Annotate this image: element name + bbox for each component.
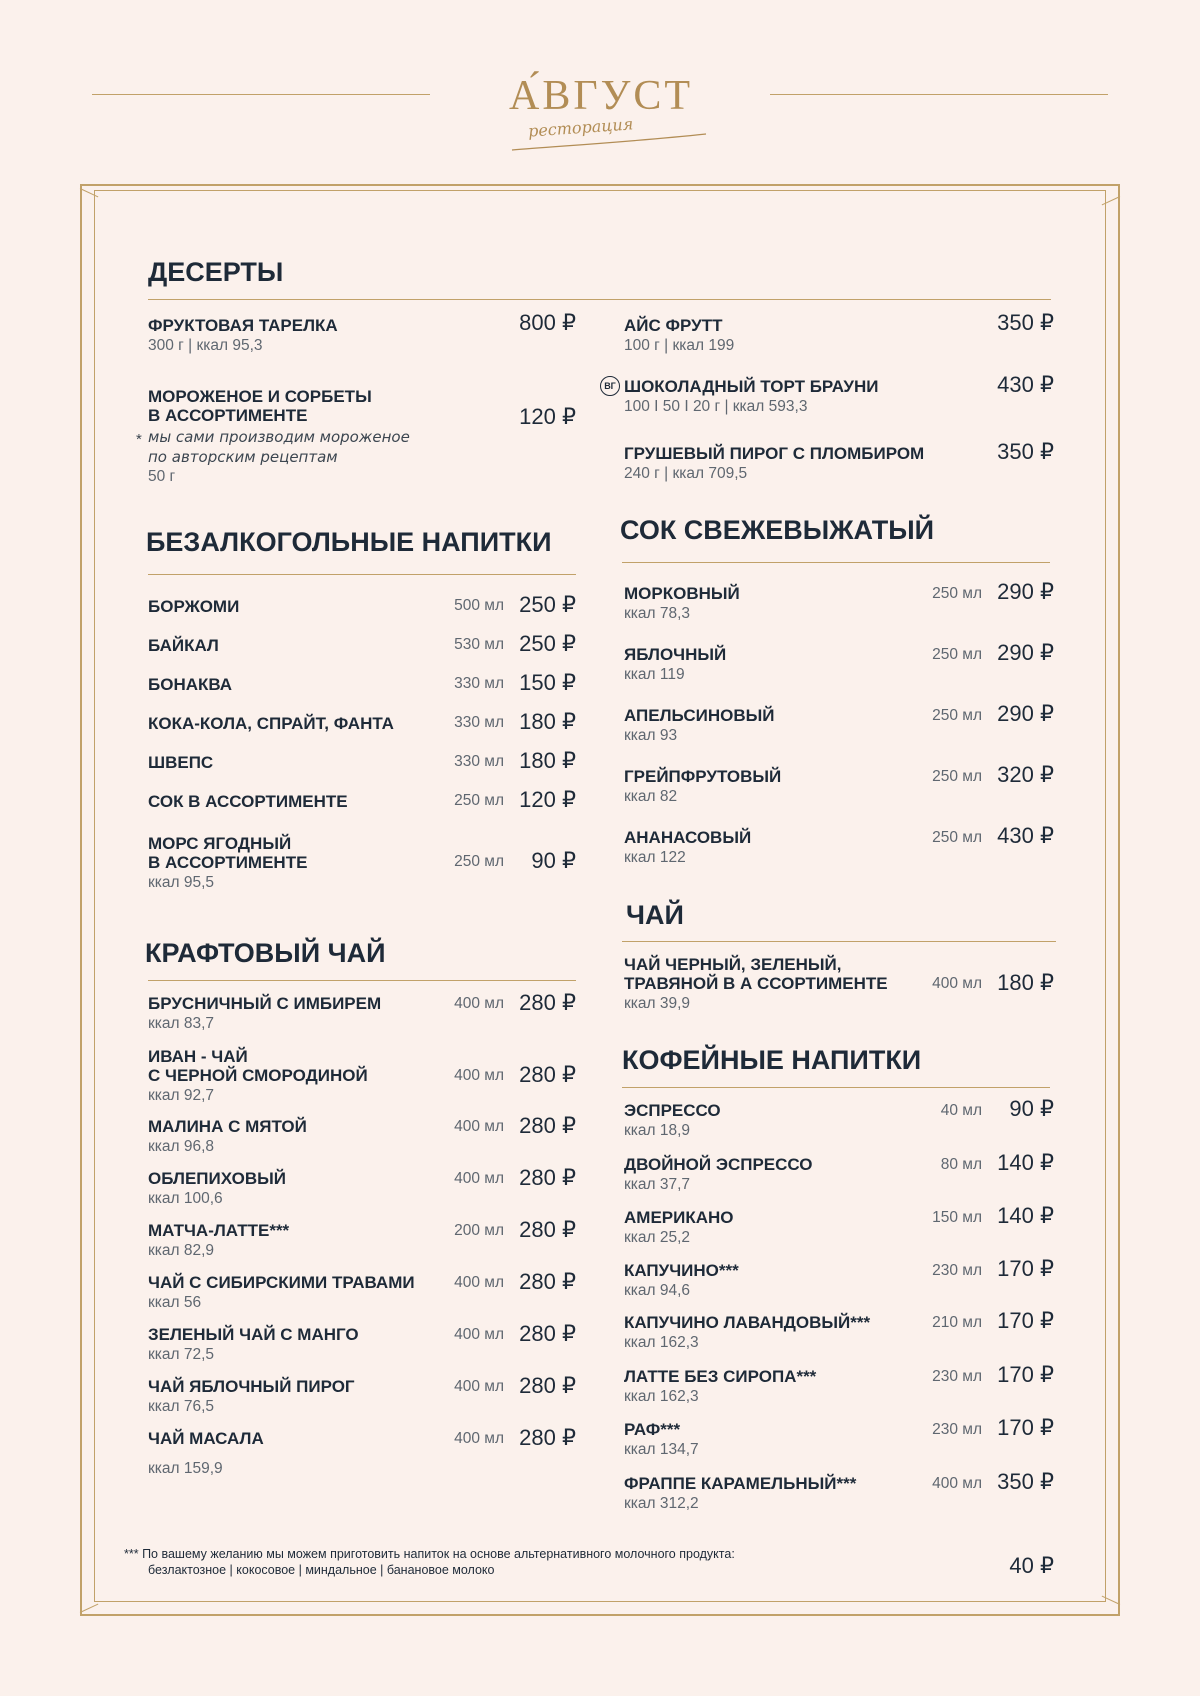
item-name: ЧАЙ С СИБИРСКИМИ ТРАВАМИ	[148, 1273, 415, 1292]
item-volume: 400 мл	[454, 1378, 504, 1395]
section-rule-soft-drinks	[148, 574, 576, 575]
item-volume: 250 мл	[454, 792, 504, 809]
item-price: 170 ₽	[997, 1415, 1054, 1440]
item-price: 140 ₽	[997, 1150, 1054, 1175]
item-name: МАТЧА-ЛАТТЕ***	[148, 1221, 290, 1240]
item-price: 280 ₽	[519, 1321, 576, 1346]
item-price: 120 ₽	[519, 404, 576, 429]
item-kcal: ккал 37,7	[624, 1176, 691, 1193]
footnote-price: 40 ₽	[1009, 1553, 1054, 1578]
item-name: БАЙКАЛ	[148, 636, 219, 655]
item-price: 170 ₽	[997, 1362, 1054, 1387]
item-name-line1: ЧАЙ ЧЕРНЫЙ, ЗЕЛЕНЫЙ,	[624, 955, 842, 974]
item-volume: 250 мл	[932, 585, 982, 602]
item-note-line2: по авторским рецептам	[148, 448, 338, 466]
item-kcal: ккал 134,7	[624, 1441, 699, 1458]
item-volume: 400 мл	[932, 1475, 982, 1492]
item-kcal: ккал 72,5	[148, 1346, 215, 1363]
item-weight-kcal: 100 I 50 I 20 г | ккал 593,3	[624, 398, 808, 415]
item-volume: 330 мл	[454, 753, 504, 770]
item-price: 280 ₽	[519, 1062, 576, 1087]
item-volume: 400 мл	[454, 1067, 504, 1084]
menu-item	[624, 955, 888, 1015]
item-name-line1: ИВАН - ЧАЙ	[148, 1047, 248, 1066]
menu-item	[624, 828, 751, 869]
menu-item	[148, 1221, 289, 1262]
section-title-fresh-juice: СОК СВЕЖЕВЫЖАТЫЙ	[620, 515, 935, 545]
item-price: 280 ₽	[519, 1217, 576, 1242]
item-name: АНАНАСОВЫЙ	[624, 828, 752, 847]
item-price: 280 ₽	[519, 1373, 576, 1398]
menu-item	[148, 1377, 355, 1418]
item-kcal: ккал 82,9	[148, 1242, 215, 1259]
item-name: БРУСНИЧНЫЙ С ИМБИРЕМ	[148, 994, 382, 1013]
item-kcal: ккал 94,6	[624, 1282, 691, 1299]
item-price: 290 ₽	[997, 640, 1054, 665]
item-volume: 230 мл	[932, 1421, 982, 1438]
item-volume: 530 мл	[454, 636, 504, 653]
item-price: 350 ₽	[997, 1469, 1054, 1494]
item-price: 280 ₽	[519, 1269, 576, 1294]
menu-item	[148, 316, 338, 357]
item-volume: 200 мл	[454, 1222, 504, 1239]
item-name: ЛАТТЕ БЕЗ СИРОПА***	[624, 1367, 817, 1386]
menu-item	[624, 1208, 734, 1249]
item-name-line2: ТРАВЯНОЙ В А ССОРТИМЕНТЕ	[624, 974, 888, 993]
menu-item	[624, 1420, 699, 1461]
item-kcal: ккал 39,9	[624, 995, 691, 1012]
menu-item	[624, 706, 774, 747]
item-kcal: ккал 82	[624, 788, 678, 805]
section-rule-desserts	[148, 299, 1051, 300]
item-price: 120 ₽	[519, 787, 576, 812]
item-volume: 250 мл	[454, 853, 504, 870]
menu-item	[624, 377, 878, 418]
item-volume: 230 мл	[932, 1368, 982, 1385]
item-name: ЧАЙ ЯБЛОЧНЫЙ ПИРОГ	[148, 1377, 355, 1396]
item-name: ЭСПРЕССО	[624, 1101, 721, 1120]
item-volume: 250 мл	[932, 829, 982, 846]
item-volume: 80 мл	[940, 1156, 982, 1173]
section-title-coffee: КОФЕЙНЫЕ НАПИТКИ	[622, 1045, 922, 1075]
item-kcal: ккал 162,3	[624, 1388, 699, 1405]
menu-item	[148, 834, 307, 894]
item-price: 350 ₽	[997, 310, 1054, 335]
menu-item	[148, 1169, 286, 1210]
menu-item	[148, 387, 410, 487]
item-price: 290 ₽	[997, 701, 1054, 726]
item-volume: 250 мл	[932, 768, 982, 785]
item-price: 250 ₽	[519, 592, 576, 617]
item-price: 90 ₽	[1009, 1096, 1054, 1121]
menu-item	[624, 1367, 816, 1408]
item-kcal: ккал 83,7	[148, 1015, 215, 1032]
vegan-icon: ВГ	[600, 376, 620, 396]
item-price: 180 ₽	[997, 970, 1054, 995]
item-volume: 400 мл	[454, 1430, 504, 1447]
item-name-line1: МОРС ЯГОДНЫЙ	[148, 834, 292, 853]
item-kcal: ккал 95,5	[148, 874, 215, 891]
menu-item	[148, 1429, 264, 1480]
item-volume: 400 мл	[454, 1118, 504, 1135]
item-kcal: ккал 122	[624, 849, 686, 866]
item-price: 280 ₽	[519, 1165, 576, 1190]
section-rule-craft-tea	[148, 980, 576, 981]
menu-item	[624, 1261, 739, 1302]
item-price: 290 ₽	[997, 579, 1054, 604]
section-title-tea: ЧАЙ	[626, 900, 684, 930]
section-title-desserts: ДЕСЕРТЫ	[148, 257, 284, 287]
note-asterisk: *	[136, 431, 142, 448]
item-name: АМЕРИКАНО	[624, 1208, 734, 1227]
item-name: ГРУШЕВЫЙ ПИРОГ С ПЛОМБИРОМ	[624, 444, 925, 463]
logo-subtitle: ресторация	[527, 114, 634, 141]
item-name: КАПУЧИНО***	[624, 1261, 739, 1280]
item-price: 320 ₽	[997, 762, 1054, 787]
item-name: ГРЕЙПФРУТОВЫЙ	[624, 767, 782, 786]
item-volume: 400 мл	[932, 975, 982, 992]
item-name: КОКА-КОЛА, СПРАЙТ, ФАНТА	[148, 714, 394, 733]
item-price: 350 ₽	[997, 439, 1054, 464]
item-price: 150 ₽	[519, 670, 576, 695]
section-title-soft-drinks: БЕЗАЛКОГОЛЬНЫЕ НАПИТКИ	[146, 527, 552, 557]
item-price: 430 ₽	[997, 372, 1054, 397]
item-volume: 210 мл	[932, 1314, 982, 1331]
header-rule-left	[92, 94, 430, 95]
item-weight-kcal: 240 г | ккал 709,5	[624, 465, 748, 482]
item-price: 90 ₽	[531, 848, 576, 873]
item-kcal: ккал 18,9	[624, 1122, 691, 1139]
item-volume: 330 мл	[454, 714, 504, 731]
item-weight: 50 г	[148, 468, 176, 485]
item-price: 170 ₽	[997, 1256, 1054, 1281]
item-name: СОК В АССОРТИМЕНТЕ	[148, 792, 348, 811]
menu-item	[148, 1325, 359, 1366]
menu-item	[148, 1066, 368, 1107]
item-kcal: ккал 162,3	[624, 1334, 699, 1351]
header-rule-right	[770, 94, 1108, 95]
item-weight-kcal: 300 г | ккал 95,3	[148, 337, 263, 354]
item-price: 180 ₽	[519, 709, 576, 734]
item-price: 170 ₽	[997, 1308, 1054, 1333]
footnote-line2: безлактозное | кокосовое | миндальное | банановое молоко	[148, 1563, 495, 1577]
item-price: 280 ₽	[519, 1113, 576, 1138]
item-kcal: ккал 159,9	[148, 1460, 223, 1477]
menu-item	[624, 1155, 812, 1196]
item-kcal: ккал 93	[624, 727, 678, 744]
item-price: 280 ₽	[519, 990, 576, 1015]
item-name-line2: В АССОРТИМЕНТЕ	[148, 853, 308, 872]
item-kcal: ккал 96,8	[148, 1138, 215, 1155]
item-volume: 250 мл	[932, 646, 982, 663]
item-name: АЙС ФРУТТ	[624, 316, 723, 335]
item-volume: 400 мл	[454, 1274, 504, 1291]
item-name: ЯБЛОЧНЫЙ	[624, 645, 727, 664]
menu-item	[148, 1273, 415, 1314]
item-kcal: ккал 25,2	[624, 1229, 691, 1246]
item-price: 280 ₽	[519, 1425, 576, 1450]
item-volume: 400 мл	[454, 1326, 504, 1343]
item-name-line1: МОРОЖЕНОЕ И СОРБЕТЫ	[148, 387, 372, 406]
menu-item	[624, 1101, 721, 1142]
item-volume: 400 мл	[454, 995, 504, 1012]
item-price: 250 ₽	[519, 631, 576, 656]
item-volume: 330 мл	[454, 675, 504, 692]
menu-item	[624, 645, 726, 686]
menu-item	[624, 767, 781, 808]
item-name: ФРУКТОВАЯ ТАРЕЛКА	[148, 316, 338, 335]
item-kcal: ккал 100,6	[148, 1190, 223, 1207]
item-kcal: ккал 92,7	[148, 1087, 215, 1104]
menu-item	[624, 444, 924, 485]
item-name: ШВЕПС	[148, 753, 214, 772]
item-name: РАФ***	[624, 1420, 681, 1439]
item-volume: 400 мл	[454, 1170, 504, 1187]
item-name: МОРКОВНЫЙ	[624, 584, 740, 603]
item-volume: 500 мл	[454, 597, 504, 614]
item-name: БОРЖОМИ	[148, 597, 240, 616]
item-kcal: ккал 78,3	[624, 605, 691, 622]
item-name: С ЧЕРНОЙ СМОРОДИНОЙ	[148, 1066, 368, 1085]
item-price: 180 ₽	[519, 748, 576, 773]
item-name: ОБЛЕПИХОВЫЙ	[148, 1169, 286, 1188]
section-rule-fresh-juice	[622, 562, 1050, 563]
item-price: 140 ₽	[997, 1203, 1054, 1228]
item-name: ДВОЙНОЙ ЭСПРЕССО	[624, 1155, 813, 1174]
menu-item	[148, 1117, 307, 1158]
item-volume: 40 мл	[940, 1102, 982, 1119]
section-title-craft-tea: КРАФТОВЫЙ ЧАЙ	[145, 938, 386, 968]
item-name: ФРАППЕ КАРАМЕЛЬНЫЙ***	[624, 1474, 857, 1493]
item-kcal: ккал 56	[148, 1294, 202, 1311]
footnote-line1: *** По вашему желанию мы можем приготовить напиток на основе альтернативного молочного продукта:	[124, 1547, 735, 1561]
section-rule-coffee	[622, 1087, 1050, 1088]
item-kcal: ккал 119	[624, 666, 685, 683]
item-name: ЗЕЛЕНЫЙ ЧАЙ С МАНГО	[148, 1325, 359, 1344]
item-name: ЧАЙ МАСАЛА	[148, 1429, 264, 1448]
item-price: 430 ₽	[997, 823, 1054, 848]
item-name-line2: В АССОРТИМЕНТЕ	[148, 406, 308, 425]
restaurant-logo	[470, 68, 732, 158]
menu-item	[624, 316, 734, 357]
item-name: ШОКОЛАДНЫЙ ТОРТ БРАУНИ	[624, 377, 879, 396]
logo-name: А́ВГУСТ	[508, 73, 694, 119]
menu-item	[624, 1474, 856, 1515]
menu-item	[148, 994, 381, 1035]
item-name: МАЛИНА С МЯТОЙ	[148, 1117, 307, 1136]
item-kcal: ккал 76,5	[148, 1398, 215, 1415]
item-volume: 250 мл	[932, 707, 982, 724]
menu-item	[624, 1313, 870, 1354]
item-kcal: ккал 312,2	[624, 1495, 699, 1512]
item-price: 800 ₽	[519, 310, 576, 335]
item-weight-kcal: 100 г | ккал 199	[624, 337, 735, 354]
section-rule-tea	[622, 941, 1056, 942]
menu-item	[624, 584, 740, 625]
item-name: БОНАКВА	[148, 675, 233, 694]
item-name: КАПУЧИНО ЛАВАНДОВЫЙ***	[624, 1313, 871, 1332]
item-volume: 230 мл	[932, 1262, 982, 1279]
item-note-line1: мы сами производим мороженое	[148, 428, 410, 446]
item-volume: 150 мл	[932, 1209, 982, 1226]
item-name: АПЕЛЬСИНОВЫЙ	[624, 706, 775, 725]
